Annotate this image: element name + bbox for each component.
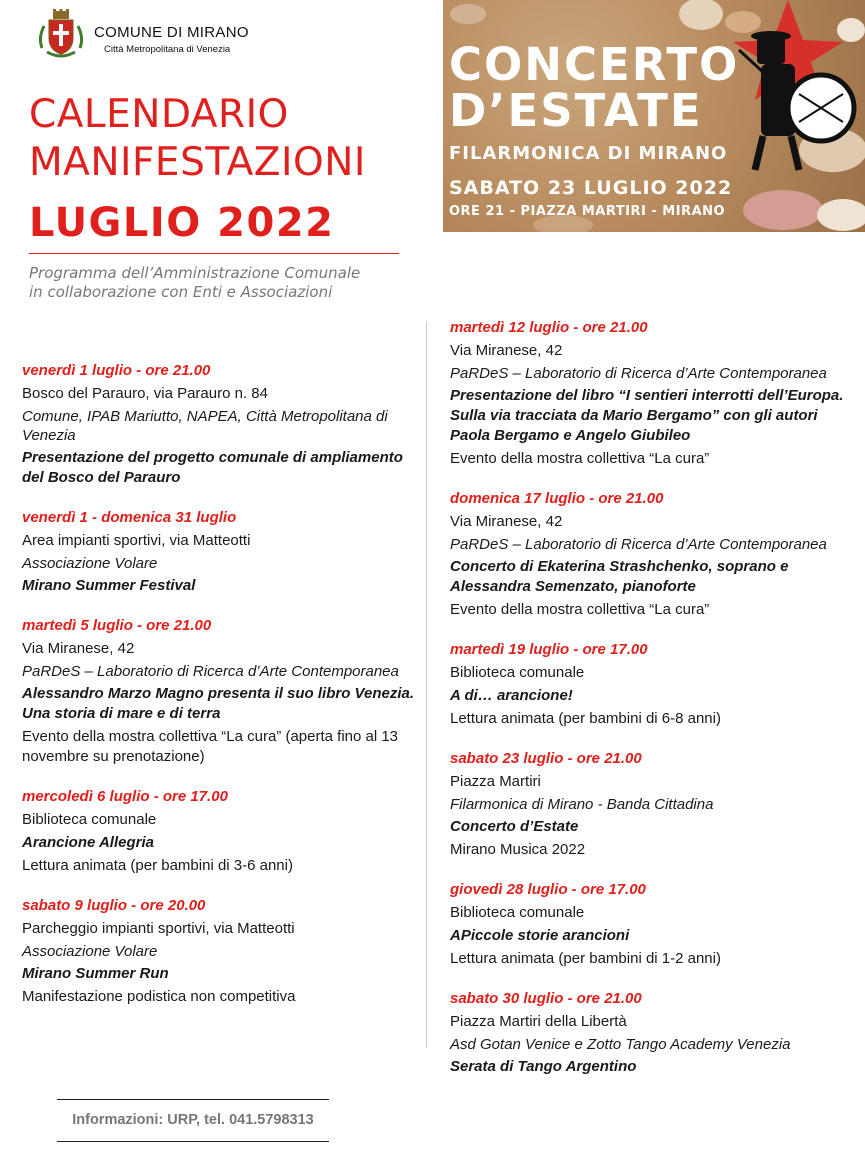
event-organizer: Asd Gotan Venice e Zotto Tango Academy Venezia	[450, 1036, 791, 1053]
event-title: Alessandro Marzo Magno presenta il suo libro Venezia. Una storia di mare e di terra	[22, 685, 415, 722]
event-title: Mirano Summer Festival	[22, 577, 196, 594]
event-date: martedì 19 luglio - ore 17.00	[450, 641, 648, 658]
event-item	[450, 318, 860, 469]
event-date: martedì 5 luglio - ore 21.00	[22, 617, 212, 634]
comune-name: COMUNE DI MIRANO	[94, 24, 249, 41]
event-item	[22, 616, 422, 767]
event-item	[450, 880, 860, 969]
event-note: Lettura animata (per bambini di 3-6 anni)	[22, 857, 293, 874]
event-item	[450, 989, 860, 1077]
poster-band: FILARMONICA DI MIRANO	[449, 143, 728, 164]
footer-info: Informazioni: URP, tel. 041.5798313	[72, 1112, 314, 1128]
poster-title-line-2: D’ESTATE	[449, 84, 703, 137]
event-organizer: Comune, IPAB Mariutto, NAPEA, Città Metropolitana di Venezia	[22, 408, 388, 444]
event-place: Via Miranese, 42	[450, 342, 563, 359]
event-place: Via Miranese, 42	[450, 513, 563, 530]
event-item	[450, 489, 860, 620]
event-date: mercoledì 6 luglio - ore 17.00	[22, 788, 228, 805]
event-place: Parcheggio impianti sportivi, via Matteotti	[22, 920, 295, 937]
event-title: A di… arancione!	[450, 687, 573, 704]
event-place: Piazza Martiri	[450, 773, 541, 790]
subtitle-line-1: Programma dell’Amministrazione Comunale	[29, 264, 361, 282]
title-month: LUGLIO 2022	[29, 200, 335, 246]
event-title: Concerto d’Estate	[450, 818, 579, 835]
event-date: giovedì 28 luglio - ore 17.00	[450, 881, 646, 898]
events-right-column	[450, 318, 860, 1097]
event-item	[450, 749, 860, 860]
event-organizer: Associazione Volare	[22, 943, 158, 960]
title-calendario: CALENDARIO	[29, 92, 289, 137]
event-date: martedì 12 luglio - ore 21.00	[450, 319, 648, 336]
poster-time-place: ORE 21 - PIAZZA MARTIRI - MIRANO	[449, 204, 726, 219]
subtitle	[29, 264, 429, 302]
concert-poster	[443, 0, 865, 232]
event-organizer: PaRDeS – Laboratorio di Ricerca d’Arte Contemporanea	[450, 536, 827, 553]
event-title: APiccole storie arancioni	[450, 927, 630, 944]
event-place: Via Miranese, 42	[22, 640, 135, 657]
comune-subtitle: Città Metropolitana di Venezia	[104, 44, 231, 55]
event-organizer: Filarmonica di Mirano - Banda Cittadina	[450, 796, 714, 813]
coat-of-arms-icon	[38, 8, 84, 64]
event-title: Serata di Tango Argentino	[450, 1058, 637, 1075]
title-manifestazioni: MANIFESTAZIONI	[29, 140, 366, 185]
event-note: Lettura animata (per bambini di 6-8 anni)	[450, 710, 721, 727]
event-note: Manifestazione podistica non competitiva	[22, 988, 296, 1005]
event-item	[22, 896, 422, 1007]
event-note: Evento della mostra collettiva “La cura”	[450, 450, 710, 467]
footer-rule-bottom	[57, 1141, 329, 1142]
event-place: Bosco del Parauro, via Parauro n. 84	[22, 385, 268, 402]
subtitle-line-2: in collaborazione con Enti e Associazioni	[29, 283, 333, 301]
event-organizer: Associazione Volare	[22, 555, 158, 572]
event-date: venerdì 1 - domenica 31 luglio	[22, 509, 237, 526]
event-title: Concerto di Ekaterina Strashchenko, soprano e Alessandra Semenzato, pianoforte	[450, 558, 789, 595]
event-place: Piazza Martiri della Libertà	[450, 1013, 627, 1030]
event-date: sabato 30 luglio - ore 21.00	[450, 990, 642, 1007]
event-place: Biblioteca comunale	[450, 664, 585, 681]
event-title: Presentazione del libro “I sentieri interrotti dell’Europa. Sulla via tracciata da Mario Bergamo” con gli autori Paola Bergamo e Angelo Giubileo	[450, 387, 844, 444]
event-title: Presentazione del progetto comunale di ampliamento del Bosco del Parauro	[22, 449, 403, 486]
header	[38, 8, 438, 64]
poster-date: SABATO 23 LUGLIO 2022	[449, 177, 733, 199]
event-date: sabato 23 luglio - ore 21.00	[450, 750, 642, 767]
event-date: sabato 9 luglio - ore 20.00	[22, 897, 206, 914]
event-place: Biblioteca comunale	[22, 811, 157, 828]
column-divider	[426, 322, 427, 1048]
event-organizer: PaRDeS – Laboratorio di Ricerca d’Arte Contemporanea	[450, 365, 827, 382]
event-item	[22, 361, 422, 488]
event-note: Evento della mostra collettiva “La cura”	[450, 601, 710, 618]
event-note: Mirano Musica 2022	[450, 841, 586, 858]
event-item	[22, 787, 422, 876]
event-date: domenica 17 luglio - ore 21.00	[450, 490, 664, 507]
event-place: Biblioteca comunale	[450, 904, 585, 921]
event-item	[22, 508, 422, 596]
title-divider	[29, 253, 399, 254]
footer-rule-top	[57, 1099, 329, 1100]
event-date: venerdì 1 luglio - ore 21.00	[22, 362, 211, 379]
event-note: Lettura animata (per bambini di 1-2 anni)	[450, 950, 721, 967]
event-organizer: PaRDeS – Laboratorio di Ricerca d’Arte Contemporanea	[22, 663, 399, 680]
event-title: Mirano Summer Run	[22, 965, 169, 982]
event-note: Evento della mostra collettiva “La cura” (aperta fino al 13 novembre su prenotazione)	[22, 728, 399, 765]
events-left-column	[22, 361, 422, 1027]
event-item	[450, 640, 860, 729]
event-place: Area impianti sportivi, via Matteotti	[22, 532, 251, 549]
event-title: Arancione Allegria	[22, 834, 154, 851]
poster-title-line-1: CONCERTO	[449, 38, 740, 91]
